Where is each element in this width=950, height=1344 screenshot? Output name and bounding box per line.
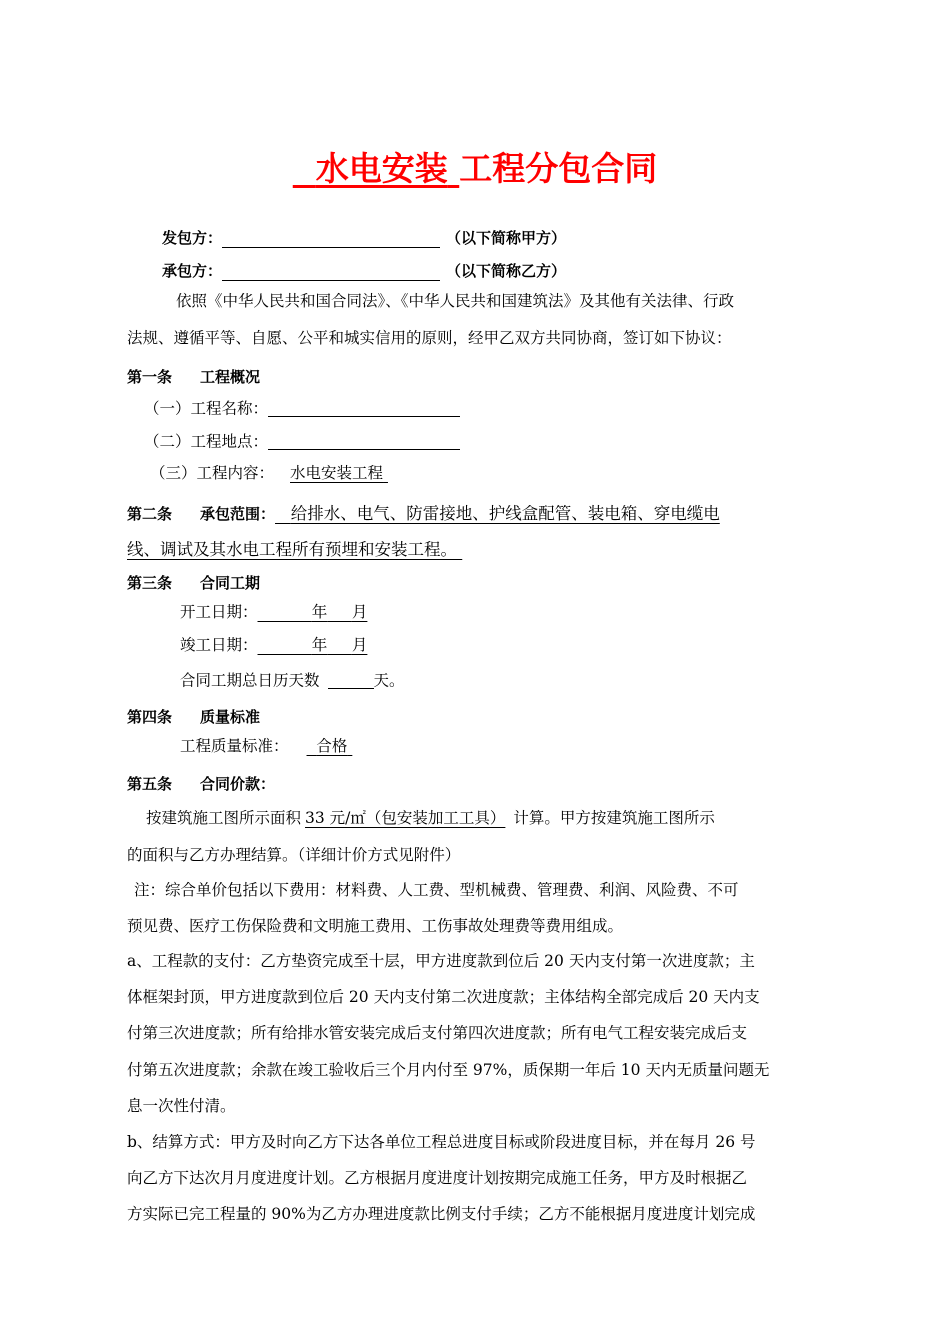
end-date-label: 竣工日期： bbox=[180, 636, 258, 654]
article1-heading: 第一条 工程概况 bbox=[127, 368, 261, 386]
payment-line-1: a、工程款的支付：乙方垫资完成至十层，甲方进度款到位后 20 天内支付第一次进度款；主 bbox=[127, 952, 755, 970]
project-content-value: 水电安装工程 bbox=[290, 464, 384, 482]
end-date-value: 年 月 bbox=[311, 636, 368, 654]
end-date-row bbox=[180, 638, 367, 654]
project-name-blank bbox=[268, 400, 460, 417]
settlement-line-1: b、结算方式：甲方及时向乙方下达各单位工程总进度目标或阶段进度目标，并在每月 26 号 bbox=[127, 1133, 756, 1151]
total-days-label: 合同工期总日历天数 bbox=[180, 671, 320, 690]
quality-label: 工程质量标准： bbox=[180, 737, 289, 755]
settlement-line-3: 方实际已完工程量的 90%为乙方办理进度款比例支付手续；乙方不能根据月度进度计划完成 bbox=[127, 1205, 756, 1223]
employer-label: 发包方： bbox=[162, 229, 223, 247]
total-days-blank bbox=[328, 672, 374, 689]
note-line-1: 注：综合单价包括以下费用：材料费、人工费、型机械费、管理费、利润、风险费、不可 bbox=[134, 881, 739, 899]
project-location-blank bbox=[268, 433, 460, 450]
intro-line-2: 法规、遵循平等、自愿、公平和城实信用的原则，经甲乙双方共同协商，签订如下协议： bbox=[127, 329, 732, 347]
project-content-row bbox=[150, 466, 388, 482]
scope-line-1: 给排水、电气、防雷接地、护线盒配管、装电箱、穿电缆电 bbox=[290, 504, 720, 523]
article2-heading: 第二条 承包范围： bbox=[127, 505, 276, 523]
article2-row bbox=[127, 500, 720, 524]
start-date-value: 年 月 bbox=[311, 603, 368, 621]
settlement-line-2: 向乙方下达次月月度进度计划。乙方根据月度进度计划按期完成施工任务，甲方及时根据乙 bbox=[127, 1169, 748, 1187]
article5-heading: 第五条 合同价款： bbox=[127, 775, 276, 793]
price-line-2: 的面积与乙方办理结算。（详细计价方式见附件） bbox=[127, 846, 461, 864]
employer-blank bbox=[222, 231, 440, 248]
project-location-label: （二）工程地点： bbox=[144, 432, 269, 451]
project-name-label: （一）工程名称： bbox=[144, 399, 269, 418]
contractor-note: （以下简称乙方） bbox=[446, 262, 567, 280]
payment-line-5: 息一次性付清。 bbox=[127, 1097, 236, 1115]
quality-value: 合格 bbox=[316, 737, 348, 755]
title-underlined: 水电安装 bbox=[315, 149, 448, 188]
intro-line-1: 依照《中华人民共和国合同法》、《中华人民共和国建筑法》及其他有关法律、行政 bbox=[176, 292, 735, 310]
article3-heading: 第三条 合同工期 bbox=[127, 574, 261, 592]
project-name-row bbox=[144, 400, 460, 417]
price-value: 33 元/㎡（包安装加工工具） bbox=[305, 809, 506, 827]
contractor-label: 承包方： bbox=[162, 262, 223, 280]
start-date-row bbox=[180, 605, 367, 621]
employer-row bbox=[162, 227, 566, 248]
project-location-row bbox=[144, 433, 460, 450]
title-rest: 工程分包合同 bbox=[459, 149, 658, 188]
contractor-blank bbox=[222, 264, 440, 281]
contract-title bbox=[0, 143, 950, 190]
article4-heading: 第四条 质量标准 bbox=[127, 708, 261, 726]
quality-row bbox=[180, 739, 352, 755]
contractor-row bbox=[162, 260, 566, 281]
total-days-unit: 天。 bbox=[373, 671, 405, 690]
scope-line-2: 线、调试及其水电工程所有预埋和安装工程。 bbox=[127, 540, 457, 559]
total-days-row bbox=[180, 672, 405, 689]
payment-line-3: 付第三次进度款；所有给排水管安装完成后支付第四次进度款；所有电气工程安装完成后支 bbox=[127, 1024, 748, 1042]
start-date-label: 开工日期： bbox=[180, 603, 258, 621]
price-line-1: 按建筑施工图所示面积 33 元/㎡（包安装加工工具） 计算。甲方按建筑施工图所示 bbox=[146, 809, 715, 827]
payment-line-4: 付第五次进度款；余款在竣工验收后三个月内付至 97%，质保期一年后 10 天内无质量问题无 bbox=[127, 1061, 770, 1079]
payment-line-2: 体框架封顶，甲方进度款到位后 20 天内支付第二次进度款；主体结构全部完成后 20 天内支 bbox=[127, 988, 760, 1006]
note-line-2: 预见费、医疗工伤保险费和文明施工费用、工伤事故处理费等费用组成。 bbox=[127, 917, 624, 935]
employer-note: （以下简称甲方） bbox=[446, 229, 567, 247]
project-content-label: （三）工程内容： bbox=[150, 464, 275, 482]
